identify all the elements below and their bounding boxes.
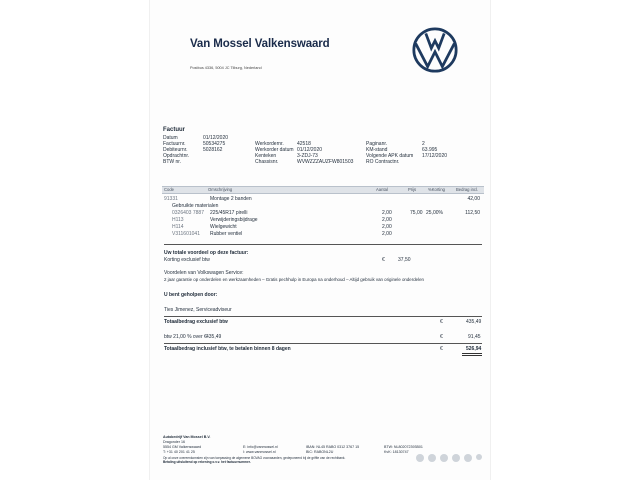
- brand-mark-icon: [476, 454, 482, 460]
- col-code: Code: [164, 187, 175, 192]
- next-apk-value: 17/12/2020: [422, 153, 448, 159]
- invoice-meta-right: [366, 141, 447, 165]
- benefits-text: 2 jaar garantie op onderdelen en werkzaamheden – Gratis pechhulp in Europa na onderhoud – Altijd gebruik van originele onderdelen: [164, 277, 424, 282]
- workorder-date-value: 01/12/2020: [297, 147, 323, 153]
- footer-website: I: www.vanmossel.nl: [243, 450, 276, 454]
- vw-logo-icon: [412, 27, 458, 73]
- table-row: [164, 196, 482, 203]
- ro-contract-label: RO Contractnr.: [366, 159, 400, 165]
- footer-phone: T: +31 40 201 41 25: [163, 450, 195, 454]
- divider: [164, 316, 482, 317]
- col-quantity: Aantal: [376, 187, 388, 192]
- row-code: 0326403 7887: [172, 210, 204, 216]
- invoice-title: Factuur: [163, 127, 186, 133]
- date-label: Datum: [163, 135, 178, 141]
- date-value: 01/12/2020: [203, 135, 229, 141]
- row-quantity: 2,00: [382, 217, 392, 223]
- table-row: [164, 210, 482, 217]
- chassis-number-label: Chassisnr.: [255, 159, 279, 165]
- footer-payment-note: Betaling uitsluitend op rekening o.v.v. het factuurnummer.: [163, 460, 251, 464]
- row-code: V311601041: [172, 231, 200, 237]
- footer-bic: BIC: RABONL2U: [306, 450, 334, 454]
- row-quantity: 2,00: [382, 210, 392, 216]
- row-description: Gebruikte materialen: [172, 203, 219, 209]
- total-excl-label: Totaalbedrag exclusief btw: [164, 319, 228, 325]
- brand-mark-icon: [440, 454, 448, 462]
- debtor-number-label: Debiteurnr.: [163, 147, 188, 153]
- row-quantity: 2,00: [382, 224, 392, 230]
- vat-label: btw 21,00 % over €: [164, 334, 207, 340]
- col-total: Bedrag incl.: [456, 187, 479, 192]
- total-incl-currency: €: [440, 346, 443, 352]
- brand-mark-icon: [428, 454, 436, 462]
- footer-city: 5554 GM Valkenswaard: [163, 445, 202, 449]
- next-apk-label: Volgende APK datum: [366, 153, 414, 159]
- row-total: 112,50: [465, 210, 480, 216]
- workorder-date-label: Werkorder datum: [255, 147, 294, 153]
- row-code: H113: [172, 217, 184, 223]
- row-code: H114: [172, 224, 184, 230]
- vat-base: 435,49: [206, 334, 222, 340]
- workorder-number-label: Werkordernr.: [255, 141, 284, 147]
- table-row: [164, 224, 482, 231]
- footer-email: E: info@vanmossel.nl: [243, 445, 278, 449]
- total-incl-label: Totaalbedrag inclusief btw, te betalen binnen 8 dagen: [164, 346, 291, 352]
- advantage-title: Uw totale voordeel op deze factuur:: [164, 250, 249, 256]
- total-excl-value: 435,49: [466, 319, 482, 325]
- footer-terms: Op al onze overeenkomsten zijn van toepassing de algemene BOVAG voorwaarden, gedeponeerd bij de griffie van de rechtbank.: [163, 456, 346, 460]
- col-description: Omschrijving: [208, 187, 233, 192]
- total-excl-currency: €: [440, 319, 443, 325]
- table-row: [164, 231, 482, 238]
- row-quantity: 2,00: [382, 231, 392, 237]
- row-description: Rubber ventiel: [210, 231, 243, 237]
- invoice-meta-middle: [255, 141, 353, 165]
- footer-iban: IBAN: NL45 RABO 0312 3767 15: [306, 445, 360, 449]
- vat-number-label: BTW nr.: [163, 159, 182, 165]
- helped-title: U bent geholpen door:: [164, 292, 218, 298]
- chassis-number-value: WVWZZZAUZFW801503: [297, 159, 354, 165]
- footer-street: Dragonder 16: [163, 440, 185, 444]
- company-address: Postbus 4336, 5004 JC Tilburg, Nederland: [190, 66, 262, 70]
- total-incl-value: 526,94: [466, 346, 482, 352]
- company-name: Van Mossel Valkenswaard: [190, 38, 330, 50]
- license-plate-value: 3-ZDJ-73: [297, 153, 318, 159]
- mileage-value: 63.995: [422, 147, 438, 153]
- invoice-meta-left: [163, 135, 228, 165]
- double-underline: [462, 355, 482, 356]
- advantage-currency: €: [382, 257, 385, 263]
- debtor-number-value: 5028162: [203, 147, 223, 153]
- invoice-number-value: 50534275: [203, 141, 226, 147]
- row-total: 42,00: [467, 196, 480, 202]
- double-underline: [462, 353, 482, 354]
- table-body: [164, 196, 482, 238]
- workorder-number-value: 42518: [297, 141, 311, 147]
- advantage-label: Korting exclusief btw: [164, 257, 210, 263]
- invoice-number-label: Factuurnr.: [163, 141, 186, 147]
- footer-vat: BTW: NL802072393B01: [384, 445, 423, 449]
- row-discount: 25,00%: [426, 210, 443, 216]
- row-description: Montage 2 banden: [210, 196, 252, 202]
- page-number-value: 2: [422, 141, 425, 147]
- table-row: [164, 203, 482, 210]
- brand-mark-icon: [452, 454, 460, 462]
- page-number-label: Paginanr.: [366, 141, 388, 147]
- row-description: 225/45R17 pirelli: [210, 210, 248, 216]
- divider: [164, 343, 482, 344]
- row-description: Wielgewicht: [210, 224, 237, 230]
- table-header: [162, 186, 484, 194]
- vat-value: 91,45: [468, 334, 481, 340]
- vat-currency: €: [440, 334, 443, 340]
- footer-kvk: KvK: 18130747: [384, 450, 409, 454]
- row-code: 91331: [164, 196, 178, 202]
- benefits-title: Voordelen van Volkswagen Service:: [164, 270, 244, 276]
- row-description: Verwijderingsbijdrage: [210, 217, 258, 223]
- row-price: 75,00: [410, 210, 423, 216]
- col-price: Prijs: [408, 187, 417, 192]
- mileage-label: KM-stand: [366, 147, 388, 153]
- license-plate-label: Kenteken: [255, 153, 277, 159]
- divider: [164, 244, 482, 245]
- advisor-name: Ties Jimenez, Serviceadviseur: [164, 307, 232, 313]
- advantage-value: 37,50: [398, 257, 411, 263]
- footer-company: Autobedrijf Van Mossel B.V.: [163, 435, 211, 439]
- order-number-label: Opdrachtnr.: [163, 153, 190, 159]
- brand-mark-icon: [464, 454, 472, 462]
- table-row: [164, 217, 482, 224]
- brand-mark-icon: [416, 454, 424, 462]
- col-discount: %Korting: [428, 187, 445, 192]
